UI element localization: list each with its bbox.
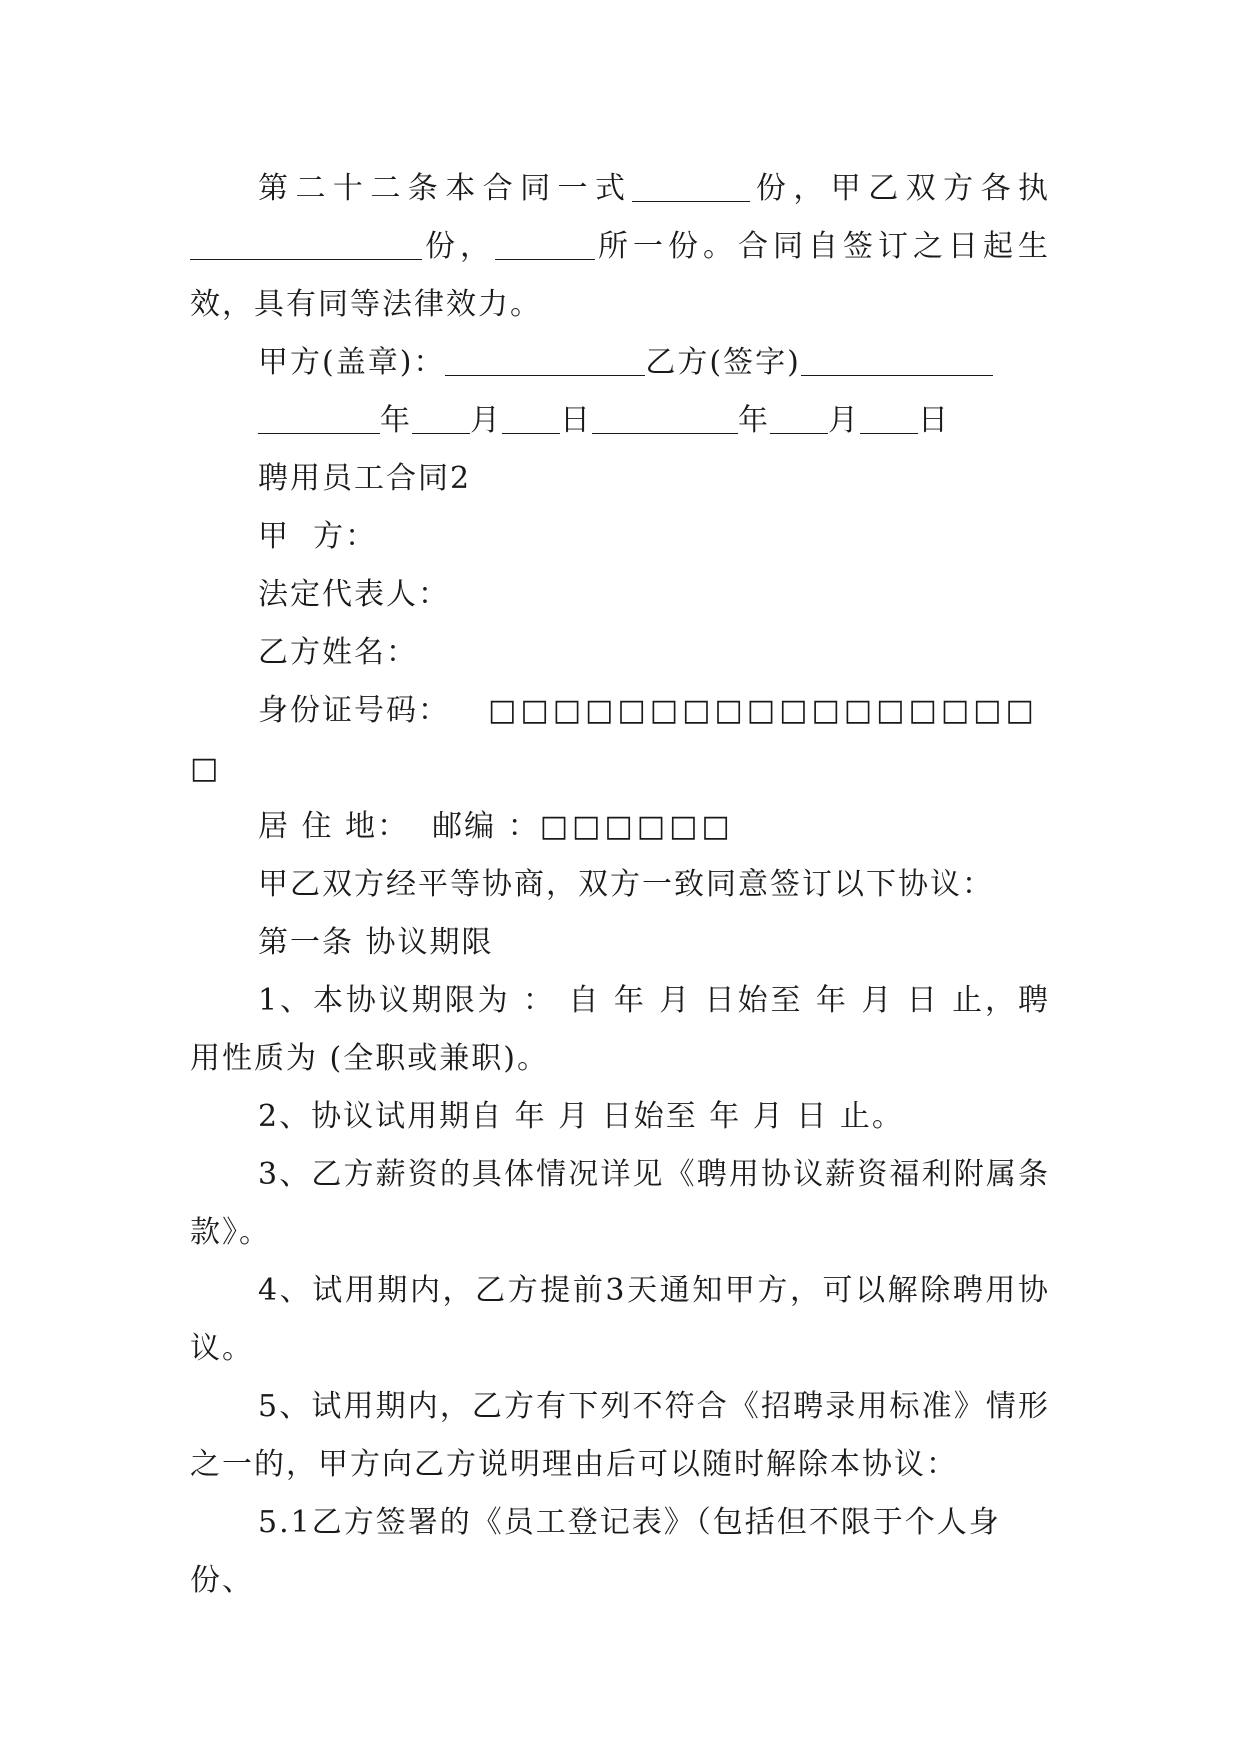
id-number-boxes: □□□□□□□□□□□□□□□□□□ bbox=[190, 693, 1038, 786]
article-1-item-1: 1、本协议期限为 ： 自 年 月 日始至 年 月 日 止，聘用性质为 (全职或兼职)。 bbox=[190, 983, 1050, 1076]
copies-other-blank bbox=[495, 231, 595, 260]
party-a-day-blank bbox=[502, 405, 560, 434]
party-b-year-label: 年 bbox=[738, 403, 770, 438]
contract-2-title: 聘用员工合同2 bbox=[258, 461, 472, 496]
legal-representative-label: 法定代表人： bbox=[258, 577, 450, 612]
party-a-day-label: 日 bbox=[560, 403, 592, 438]
party-a-month-label: 月 bbox=[470, 403, 502, 438]
document-body bbox=[190, 160, 1050, 1610]
party-a-seal-label: 甲方(盖章)： bbox=[258, 345, 446, 380]
article-22-text-2: 份，甲乙双方各执 bbox=[750, 171, 1051, 206]
article-22-text-1: 第二十二条本合同一式 bbox=[258, 171, 633, 206]
party-b-day-label: 日 bbox=[918, 403, 950, 438]
party-b-month-label: 月 bbox=[828, 403, 860, 438]
postcode-boxes: □□□□□□ bbox=[539, 809, 734, 844]
signature-line bbox=[190, 334, 1050, 392]
article-22-text-4: 所一份。合同自签订之日起生效，具有同等法律效力。 bbox=[190, 229, 1050, 322]
party-b-name-label: 乙方姓名： bbox=[258, 635, 418, 670]
party-b-month-blank bbox=[770, 405, 828, 434]
party-b-year-blank bbox=[592, 405, 738, 434]
party-b-sign-label: 乙方(签字) bbox=[645, 345, 801, 380]
party-a-label: 甲 方： bbox=[258, 519, 378, 554]
article-1-item-2: 2、协议试用期自 年 月 日始至 年 月 日 止。 bbox=[258, 1099, 904, 1134]
party-b-sign-blank bbox=[801, 347, 993, 376]
copies-each-blank bbox=[190, 231, 422, 260]
party-a-year-blank bbox=[258, 405, 380, 434]
signature-date-line bbox=[190, 392, 1050, 450]
party-a-year-label: 年 bbox=[380, 403, 412, 438]
article-1-title: 第一条 协议期限 bbox=[258, 925, 494, 960]
party-a-seal-blank bbox=[445, 347, 645, 376]
residence-label: 居 住 地： bbox=[258, 809, 410, 844]
legal-representative-line bbox=[190, 566, 1050, 624]
copies-total-blank bbox=[632, 173, 750, 202]
agreement-intro: 甲乙双方经平等协商，双方一致同意签订以下协议： bbox=[258, 867, 994, 902]
article-22-text-3: 份， bbox=[422, 229, 495, 264]
article-22-paragraph bbox=[190, 160, 1050, 334]
id-number-line bbox=[190, 682, 1050, 798]
residence-line bbox=[190, 798, 1050, 856]
article-1-item-5: 5、试用期内，乙方有下列不符合《招聘录用标准》情形之一的，甲方向乙方说明理由后可以随时解除本协议： bbox=[190, 1389, 1050, 1482]
article-1-item-5-1: 5.1乙方签署的《员工登记表》（包括但不限于个人身份、 bbox=[190, 1505, 1001, 1598]
article-1-item-4: 4、试用期内，乙方提前3天通知甲方，可以解除聘用协议。 bbox=[190, 1273, 1050, 1366]
party-a-line bbox=[190, 508, 1050, 566]
id-number-label: 身份证号码： bbox=[258, 693, 450, 728]
postcode-label: 邮编 ： bbox=[432, 809, 540, 844]
article-1-item-3: 3、乙方薪资的具体情况详见《聘用协议薪资福利附属条款》。 bbox=[190, 1157, 1050, 1250]
party-b-day-blank bbox=[860, 405, 918, 434]
party-a-month-blank bbox=[412, 405, 470, 434]
party-b-name-line bbox=[190, 624, 1050, 682]
